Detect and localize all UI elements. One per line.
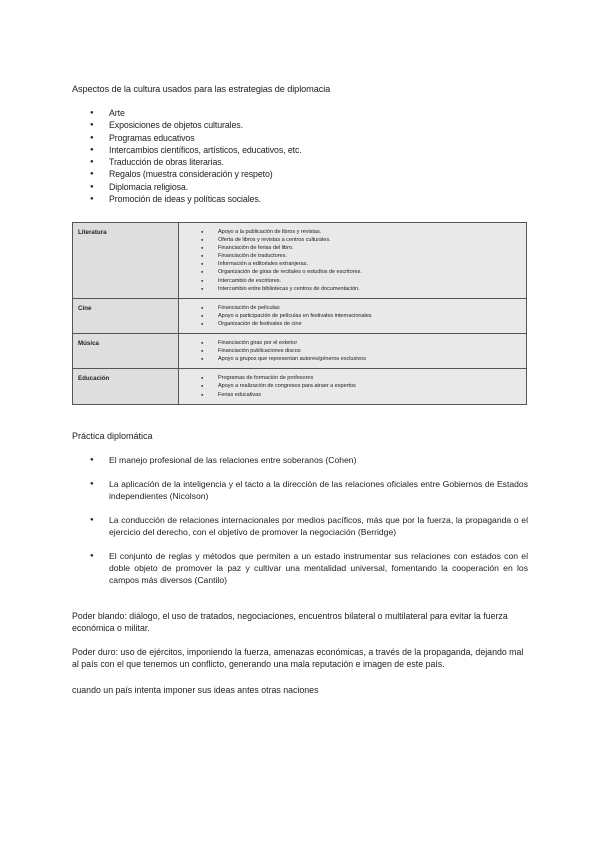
table-list-item: ● Financiación giras por el exterior (199, 339, 526, 347)
table-list-item: ● Apoyo a realización de congresos para atraer a expertos (199, 382, 526, 390)
table-list-item: ● Financiación de películas (199, 304, 526, 312)
list-item: ● Regalos (muestra consideración y respeto) (72, 168, 302, 180)
table-list-item: ● Oferta de libros y revistas a centros culturales. (199, 236, 526, 244)
table-row (73, 369, 527, 404)
culture-table (72, 222, 527, 405)
list-item: ● Programas educativos (72, 132, 302, 144)
table-row (73, 298, 527, 333)
list-item: ● El conjunto de reglas y métodos que permiten a un estado instrumentar sus relaciones con estados con el doble objeto de promover la paz y cultivar una mentalidad universal, fomentando la cooperación en los campos más diversos (Cantilo) (72, 550, 528, 587)
items-cell (179, 334, 527, 369)
soft-power-paragraph: Poder blando: diálogo, el uso de tratados, negociaciones, encuentros bilateral o multilateral para evitar la fuerza económica o militar. (72, 611, 508, 634)
table-list-item: ● Financiación de traductores. (199, 252, 526, 260)
page-heading: Aspectos de la cultura usados para las estrategias de diplomacia (72, 84, 331, 94)
list-item: ● Promoción de ideas y políticas sociales. (72, 193, 302, 205)
list-item: ● La aplicación de la inteligencia y el tacto a la dirección de las relaciones oficiales entre Gobiernos de Estados independientes (Nicolson) (72, 478, 528, 502)
list-item: ● Intercambios científicos, artísticos, educativos, etc. (72, 144, 302, 156)
list-item: ● La conducción de relaciones internacionales por medios pacíficos, más que por la fuerza, la propaganda o el ejercicio del derecho, con el objetivo de promover la negociación (Berridge) (72, 514, 528, 538)
table-list-item: ● Ferias educativas (199, 391, 526, 399)
items-cell (179, 298, 527, 333)
table-list-item: ● Financiación publicaciones discos (199, 347, 526, 355)
table-list-item: ● Apoyo a la publicación de libros y revistas. (199, 228, 526, 236)
table-list-item: ● Apoyo a participación de películas en festivales internacionales (199, 312, 526, 320)
table-row (73, 334, 527, 369)
items-cell (179, 223, 527, 299)
table-list-item: ● Organización de festivales de cine (199, 320, 526, 328)
table-list-item: ● Intercambio entre bibliotecas y centros de documentación. (199, 285, 526, 293)
list-item: ● Arte (72, 107, 302, 119)
closing-paragraph: cuando un país intenta imponer sus ideas antes otras naciones (72, 685, 319, 695)
practice-title: Práctica diplomática (72, 431, 153, 441)
table-list-item: ● Programas de formación de profesores (199, 374, 526, 382)
table-list-item: ● Apoyo a grupos que representan autores/géneros exclusivos (199, 355, 526, 363)
list-item: ● Traducción de obras literarias. (72, 156, 302, 168)
category-cell: Educación (73, 369, 179, 404)
table-row (73, 223, 527, 299)
list-item: ● Diplomacia religiosa. (72, 181, 302, 193)
category-cell: Cine (73, 298, 179, 333)
practice-list (72, 454, 528, 598)
table-list-item: ● Organización de giras de recitales o estudios de escritores. (199, 268, 526, 276)
list-item: ● Exposiciones de objetos culturales. (72, 119, 302, 131)
table-list-item: ● Intercambio de escritores. (199, 277, 526, 285)
hard-power-paragraph: Poder duro: uso de ejércitos, imponiendo la fuerza, amenazas económicas, a través de la propaganda, dejando mal al país con el que tenemos un conflicto, generando una mala reputación e imagen de este país. (72, 647, 524, 670)
table-list-item: ● Información a editoriales extranjeras. (199, 260, 526, 268)
table-list-item: ● Financiación de ferias del libro. (199, 244, 526, 252)
category-cell: Música (73, 334, 179, 369)
items-cell (179, 369, 527, 404)
category-cell: Literatura (73, 223, 179, 299)
culture-aspects-list (72, 107, 302, 205)
list-item: ● El manejo profesional de las relaciones entre soberanos (Cohen) (72, 454, 528, 466)
